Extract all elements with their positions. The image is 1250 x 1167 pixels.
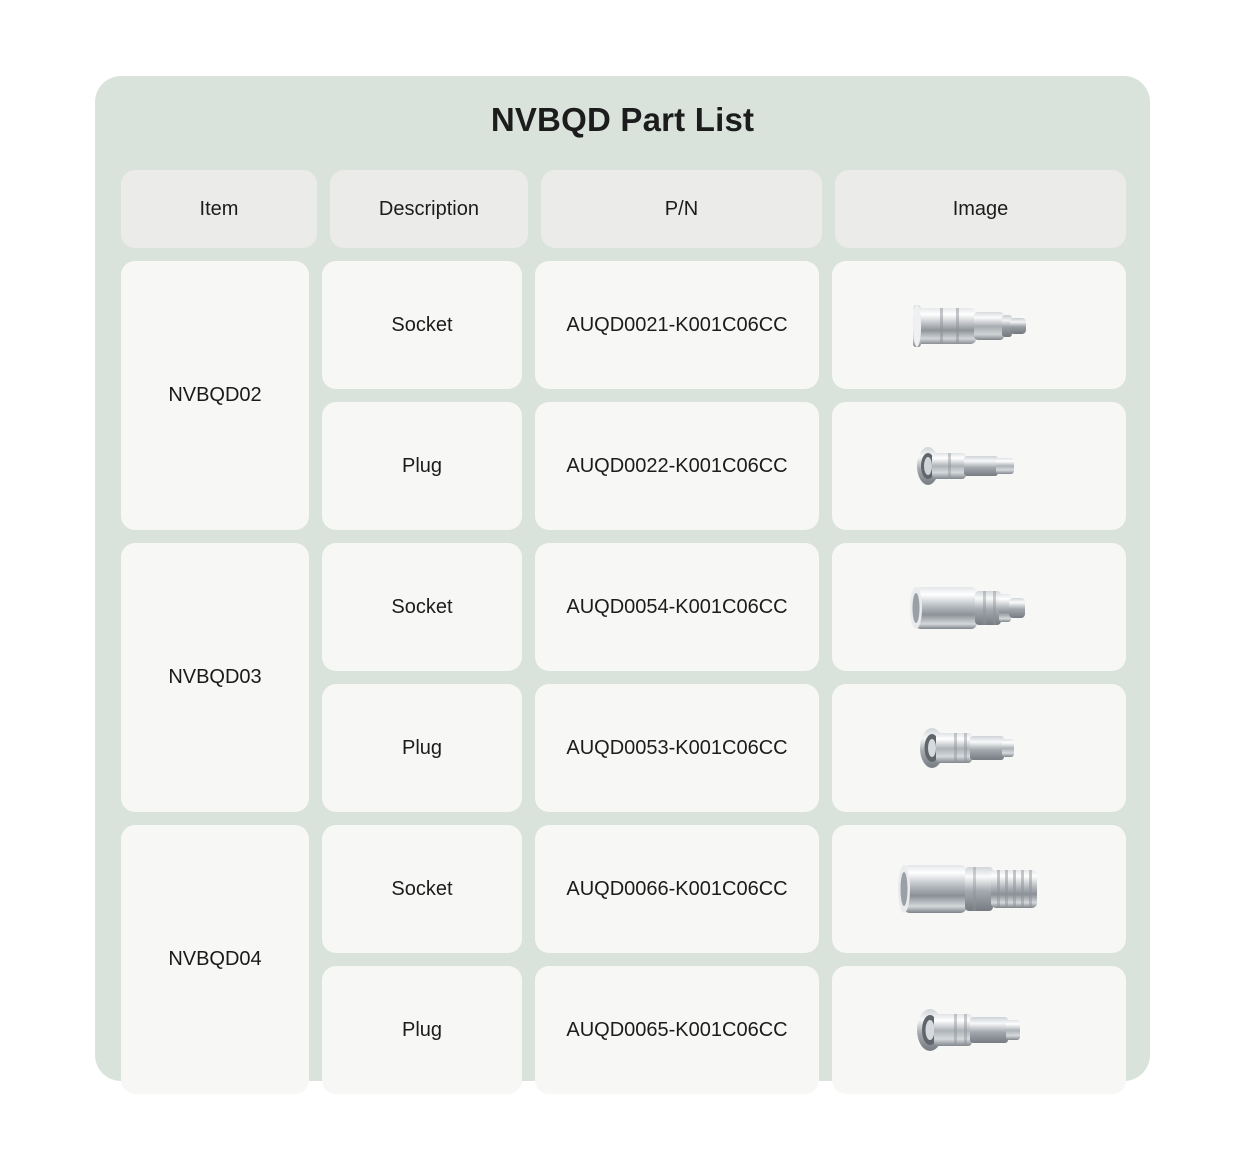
- description-cell: Socket: [322, 261, 522, 389]
- image-cell: [832, 261, 1126, 389]
- description-cell: Plug: [322, 684, 522, 812]
- column-header-pn: P/N: [541, 170, 822, 248]
- item-name-cell: NVBQD02: [121, 261, 309, 530]
- socket-connector-image: [899, 565, 1059, 649]
- group-subrows: [322, 261, 1126, 530]
- table-row: [322, 684, 1126, 812]
- table-row: [322, 543, 1126, 671]
- image-cell: [832, 402, 1126, 530]
- table-row: [322, 825, 1126, 953]
- plug-connector-image: [902, 989, 1057, 1071]
- part-list-table: [121, 170, 1126, 1107]
- part-number-cell: AUQD0053-K001C06CC: [535, 684, 819, 812]
- table-row-group: [121, 825, 1126, 1094]
- socket-connector-image: [904, 286, 1054, 364]
- image-cell: [832, 966, 1126, 1094]
- part-list-card: [95, 76, 1150, 1081]
- table-row-group: [121, 261, 1126, 530]
- table-header-row: [121, 170, 1126, 248]
- table-row: [322, 966, 1126, 1094]
- group-subrows: [322, 543, 1126, 812]
- part-number-cell: AUQD0022-K001C06CC: [535, 402, 819, 530]
- item-name-cell: NVBQD03: [121, 543, 309, 812]
- plug-connector-image: [904, 427, 1054, 505]
- table-row: [322, 402, 1126, 530]
- socket-connector-image: [889, 843, 1069, 935]
- item-name-cell: NVBQD04: [121, 825, 309, 1094]
- description-cell: Socket: [322, 825, 522, 953]
- column-header-image: Image: [835, 170, 1126, 248]
- part-number-cell: AUQD0021-K001C06CC: [535, 261, 819, 389]
- page-title: NVBQD Part List: [490, 101, 755, 138]
- table-row: [322, 261, 1126, 389]
- table-row-group: [121, 543, 1126, 812]
- group-subrows: [322, 825, 1126, 1094]
- part-number-cell: AUQD0054-K001C06CC: [535, 543, 819, 671]
- description-cell: Plug: [322, 402, 522, 530]
- description-cell: Plug: [322, 966, 522, 1094]
- column-header-description: Description: [330, 170, 528, 248]
- image-cell: [832, 543, 1126, 671]
- part-number-cell: AUQD0066-K001C06CC: [535, 825, 819, 953]
- image-cell: [832, 684, 1126, 812]
- column-header-item: Item: [121, 170, 317, 248]
- image-cell: [832, 825, 1126, 953]
- part-number-cell: AUQD0065-K001C06CC: [535, 966, 819, 1094]
- description-cell: Socket: [322, 543, 522, 671]
- plug-connector-image: [904, 709, 1054, 787]
